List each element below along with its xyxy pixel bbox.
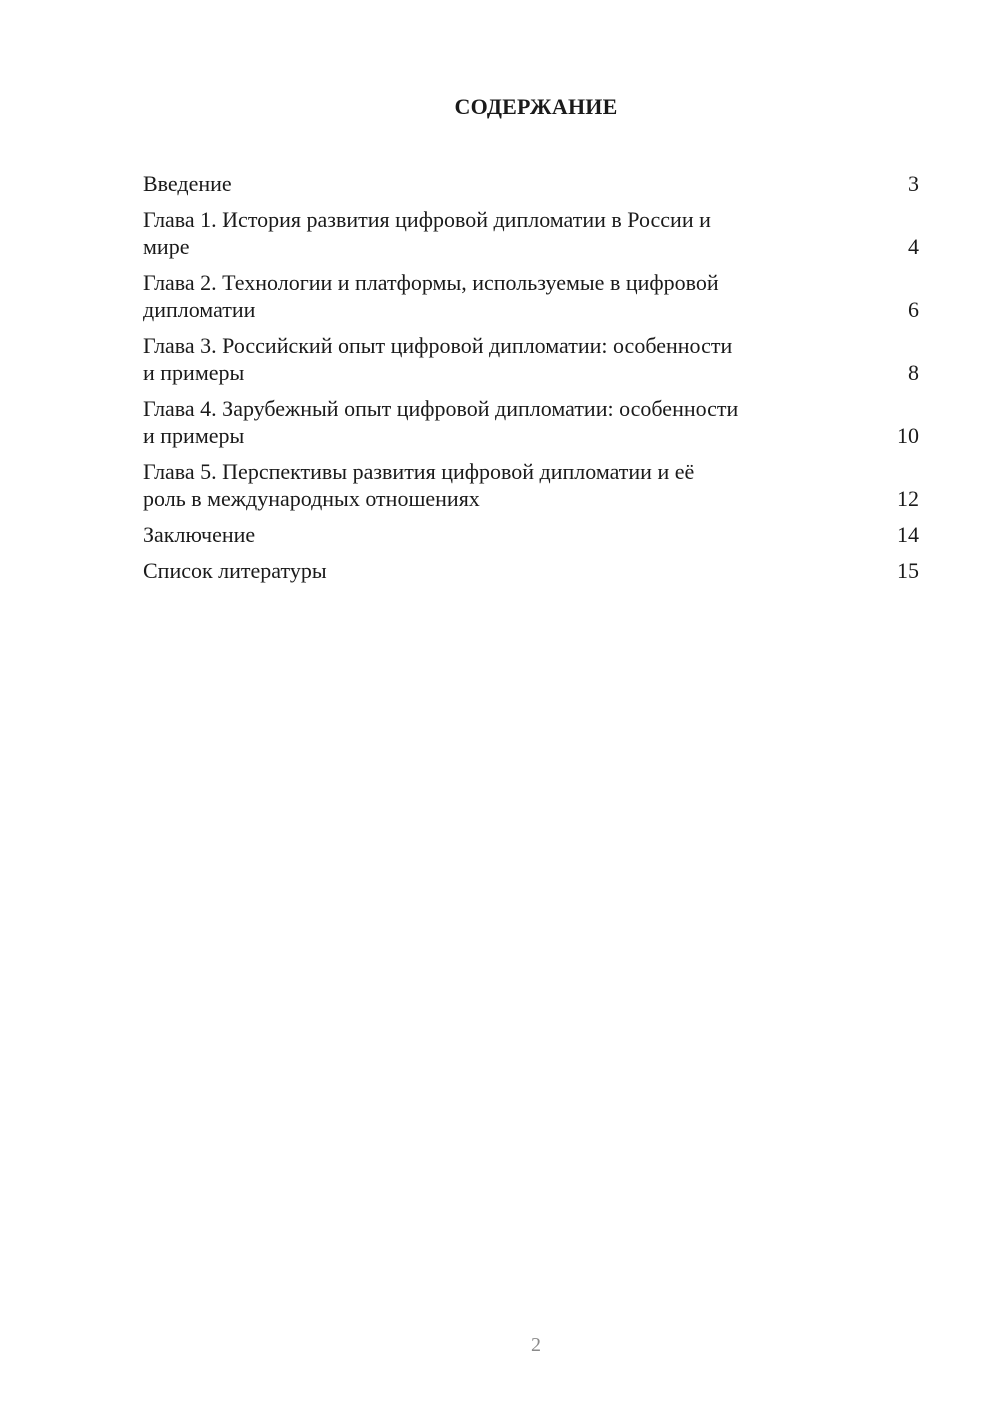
page-number: 2: [531, 1334, 541, 1356]
table-of-contents: [143, 170, 919, 593]
toc-entry-text: Глава 3. Российский опыт цифровой дипломатии: особенности и примеры: [143, 333, 733, 385]
toc-entry-page: 4: [908, 234, 919, 259]
toc-entry-text: Глава 5. Перспективы развития цифровой дипломатии и её роль в международных отношениях: [143, 459, 695, 511]
toc-entry-chapter-5: [143, 458, 919, 512]
toc-entry-page: 14: [897, 522, 919, 547]
toc-title: СОДЕРЖАНИЕ: [454, 94, 618, 119]
toc-entry-page: 10: [897, 423, 919, 448]
toc-entry-page: 15: [897, 558, 919, 583]
toc-entry-text: Список литературы: [143, 558, 327, 583]
toc-entry-text: Глава 2. Технологии и платформы, используемые в цифровой дипломатии: [143, 270, 719, 322]
toc-entry-page: 6: [908, 297, 919, 322]
toc-entry-chapter-3: [143, 332, 919, 386]
toc-entry-text: Введение: [143, 171, 232, 196]
toc-entry-chapter-4: [143, 395, 919, 449]
toc-entry-references: [143, 557, 919, 584]
toc-entry-page: 3: [908, 171, 919, 196]
toc-entry-conclusion: [143, 521, 919, 548]
toc-entry-text: Глава 4. Зарубежный опыт цифровой дипломатии: особенности и примеры: [143, 396, 739, 448]
toc-entry-text: Заключение: [143, 522, 256, 547]
toc-entry-chapter-2: [143, 269, 919, 323]
toc-entry-page: 8: [908, 360, 919, 385]
toc-entry-chapter-1: [143, 206, 919, 260]
toc-entry-page: 12: [897, 486, 919, 511]
toc-entry-introduction: [143, 170, 919, 197]
toc-entry-text: Глава 1. История развития цифровой дипломатии в России и мире: [143, 207, 711, 259]
